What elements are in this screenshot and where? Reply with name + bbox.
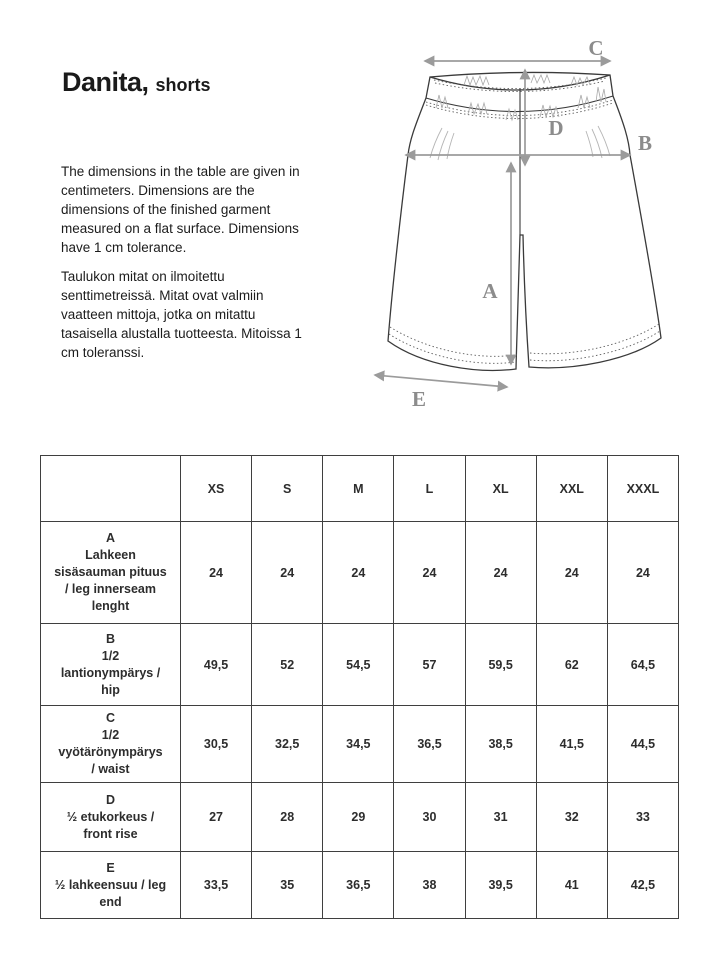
intro-text (61, 162, 314, 372)
measurement-value: 52 (252, 624, 323, 706)
measurement-value: 32 (536, 783, 607, 852)
size-column-header: XXXL (607, 456, 678, 522)
measurement-value: 27 (181, 783, 252, 852)
dimension-label-b: B (637, 131, 653, 155)
measurement-value: 24 (536, 522, 607, 624)
measurement-value: 24 (607, 522, 678, 624)
measurement-value: 30,5 (181, 706, 252, 783)
measurement-value: 49,5 (181, 624, 252, 706)
dimension-label-e: E (411, 387, 427, 411)
dimension-label-d: D (548, 116, 564, 140)
size-column-header: XS (181, 456, 252, 522)
dimension-label-c: C (588, 36, 604, 60)
measurement-value: 35 (252, 852, 323, 919)
measurement-value: 36,5 (394, 706, 465, 783)
measurement-value: 24 (252, 522, 323, 624)
measurement-value: 38 (394, 852, 465, 919)
measurement-value: 42,5 (607, 852, 678, 919)
product-type: shorts (155, 75, 211, 95)
shorts-technical-drawing (368, 28, 718, 420)
measurement-value: 24 (323, 522, 394, 624)
page-title (62, 68, 211, 98)
measurement-value: 41 (536, 852, 607, 919)
table-row-a (41, 522, 679, 624)
measurement-value: 24 (394, 522, 465, 624)
measurement-label-d: D ½ etukorkeus / front rise (41, 783, 181, 852)
product-name: Danita, (62, 67, 149, 97)
size-column-header: L (394, 456, 465, 522)
intro-paragraph-en: The dimensions in the table are given in centimeters. Dimensions are the dimensions of the finished garment measured on a flat surface. Dimensions have 1 cm tolerance. (61, 164, 300, 255)
measurement-value: 62 (536, 624, 607, 706)
size-column-header: XL (465, 456, 536, 522)
measurement-value: 32,5 (252, 706, 323, 783)
measurement-value: 36,5 (323, 852, 394, 919)
measurement-label-c: C 1/2 vyötärönympärys / waist (41, 706, 181, 783)
measurement-value: 34,5 (323, 706, 394, 783)
table-row-e (41, 852, 679, 919)
measurement-value: 64,5 (607, 624, 678, 706)
measurement-label-a: A Lahkeen sisäsauman pituus / leg innerseam lenght (41, 522, 181, 624)
size-column-header: XXL (536, 456, 607, 522)
dimension-arrow-e (375, 375, 507, 387)
measurement-value: 24 (465, 522, 536, 624)
size-header-row (41, 456, 679, 522)
measurement-value: 41,5 (536, 706, 607, 783)
measurement-value: 29 (323, 783, 394, 852)
empty-corner-cell (41, 456, 181, 522)
measurement-value: 44,5 (607, 706, 678, 783)
measurement-value: 57 (394, 624, 465, 706)
measurement-value: 24 (181, 522, 252, 624)
measurement-label-e: E ½ lahkeensuu / leg end (41, 852, 181, 919)
table-row-d (41, 783, 679, 852)
measurement-value: 30 (394, 783, 465, 852)
measurement-value: 28 (252, 783, 323, 852)
table-row-b (41, 624, 679, 706)
size-column-header: M (323, 456, 394, 522)
table-row-c (41, 706, 679, 783)
measurement-value: 59,5 (465, 624, 536, 706)
measurement-value: 39,5 (465, 852, 536, 919)
measurement-value: 33 (607, 783, 678, 852)
measurement-label-b: B 1/2 lantionympärys / hip (41, 624, 181, 706)
measurement-value: 31 (465, 783, 536, 852)
size-table (40, 455, 679, 919)
dimension-label-a: A (482, 279, 498, 303)
measurement-value: 33,5 (181, 852, 252, 919)
measurement-value: 54,5 (323, 624, 394, 706)
size-column-header: S (252, 456, 323, 522)
intro-paragraph-fi: Taulukon mitat on ilmoitettu senttimetreissä. Mitat ovat valmiin vaatteen mittoja, jotka on mitattu tasaisella alustalla tuotteesta. Mitoissa 1 cm toleranssi. (61, 269, 302, 360)
measurement-value: 38,5 (465, 706, 536, 783)
